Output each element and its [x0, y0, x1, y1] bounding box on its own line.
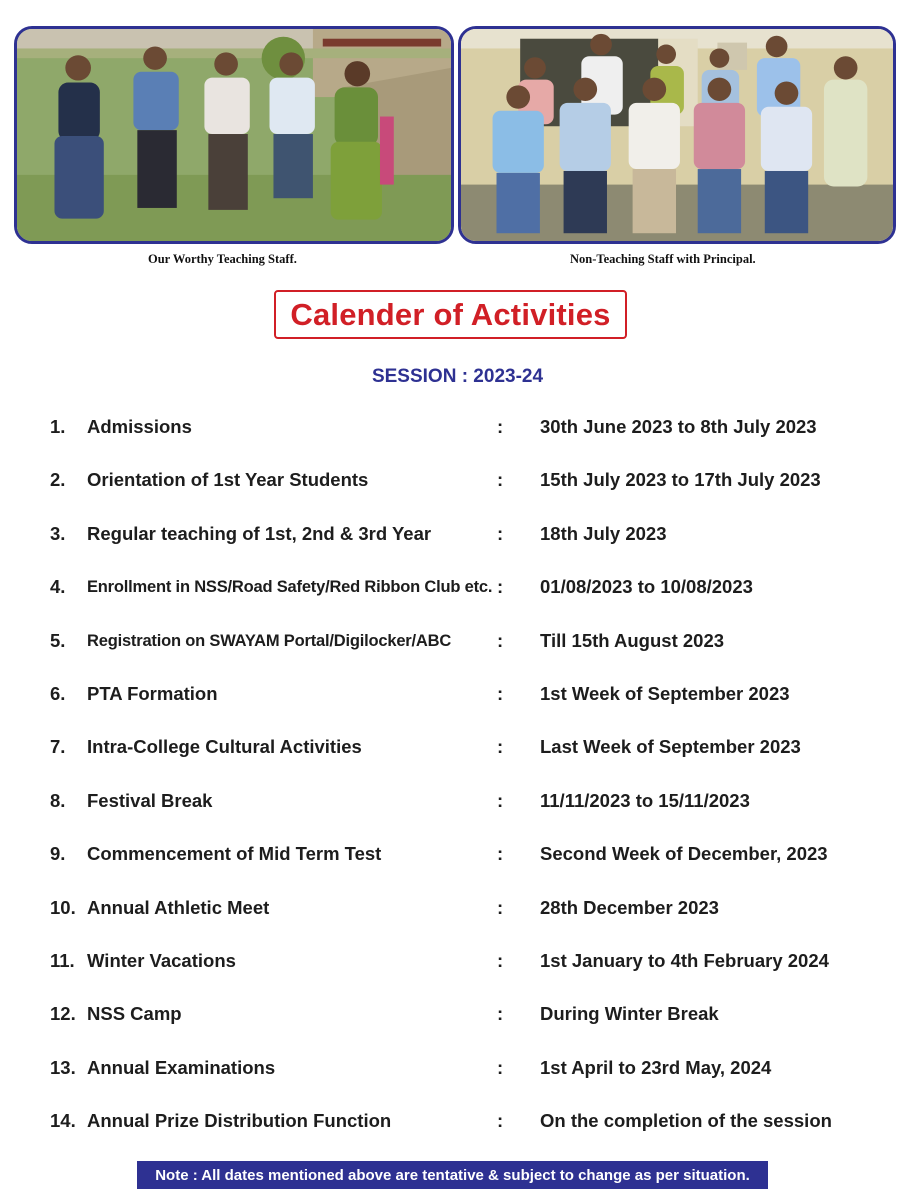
activity-separator: : [497, 1057, 504, 1078]
activity-number: 6. [50, 683, 66, 704]
activity-number: 13. [50, 1057, 76, 1078]
activity-number: 8. [50, 790, 66, 811]
activity-name: Admissions [87, 416, 192, 437]
activity-number: 10. [50, 897, 76, 918]
teaching-staff-photo-image [17, 29, 451, 241]
activity-name: Annual Athletic Meet [87, 897, 270, 918]
activity-row [0, 683, 915, 713]
activity-name: Intra-College Cultural Activities [87, 736, 362, 757]
non-teaching-staff-caption: Non-Teaching Staff with Principal. [570, 252, 756, 266]
non-teaching-staff-photo-image [461, 29, 893, 241]
activity-name: Annual Prize Distribution Function [87, 1110, 392, 1131]
activity-date: 1st January to 4th February 2024 [540, 950, 829, 971]
activity-date: 1st April to 23rd May, 2024 [540, 1057, 772, 1078]
activity-separator: : [497, 843, 504, 864]
activity-row [0, 523, 915, 553]
activity-name: NSS Camp [87, 1003, 182, 1024]
activity-date: 11/11/2023 to 15/11/2023 [540, 790, 750, 811]
activity-separator: : [497, 950, 504, 971]
activity-date: On the completion of the session [540, 1110, 832, 1131]
activity-date: During Winter Break [540, 1003, 719, 1024]
activity-date: 01/08/2023 to 10/08/2023 [540, 576, 753, 597]
teaching-staff-caption: Our Worthy Teaching Staff. [148, 252, 297, 266]
activity-separator: : [497, 630, 504, 651]
non-teaching-staff-photo [458, 26, 896, 244]
note-banner: Note : All dates mentioned above are tentative & subject to change as per situation. [137, 1161, 768, 1189]
activity-name: Winter Vacations [87, 950, 236, 971]
activity-name: Regular teaching of 1st, 2nd & 3rd Year [87, 523, 432, 544]
activity-separator: : [497, 576, 504, 597]
activity-separator: : [497, 790, 504, 811]
activity-number: 12. [50, 1003, 76, 1024]
activity-number: 9. [50, 843, 66, 864]
activity-name: PTA Formation [87, 683, 218, 704]
activity-number: 2. [50, 469, 66, 490]
activity-date: 1st Week of September 2023 [540, 683, 790, 704]
activity-number: 11. [50, 950, 75, 971]
activity-row [0, 416, 915, 446]
activity-separator: : [497, 1003, 504, 1024]
activity-date: 18th July 2023 [540, 523, 667, 544]
activity-name: Annual Examinations [87, 1057, 276, 1078]
teaching-staff-photo [14, 26, 454, 244]
activity-row [0, 950, 915, 980]
session-label: SESSION : 2023-24 [371, 366, 544, 387]
activity-date: Till 15th August 2023 [540, 630, 725, 651]
activity-row [0, 630, 915, 660]
activity-date: 28th December 2023 [540, 897, 719, 918]
activity-row [0, 576, 915, 606]
activity-separator: : [497, 416, 504, 437]
activity-separator: : [497, 523, 504, 544]
activity-name: Registration on SWAYAM Portal/Digilocker/ABC [87, 632, 452, 650]
activity-separator: : [497, 683, 504, 704]
activity-name: Festival Break [87, 790, 213, 811]
activity-number: 5. [50, 630, 66, 651]
activity-number: 4. [50, 576, 66, 597]
activity-number: 1. [50, 416, 66, 437]
activity-row [0, 1057, 915, 1087]
title-box [274, 290, 627, 339]
activity-name: Commencement of Mid Term Test [87, 843, 382, 864]
activity-row [0, 1003, 915, 1033]
activity-date: 15th July 2023 to 17th July 2023 [540, 469, 821, 490]
activity-number: 7. [50, 736, 66, 757]
activity-row [0, 736, 915, 766]
activity-row [0, 843, 915, 873]
activity-date: Last Week of September 2023 [540, 736, 801, 757]
page-title: Calender of Activities [290, 296, 611, 332]
activity-number: 14. [50, 1110, 76, 1131]
activity-number: 3. [50, 523, 66, 544]
activity-row [0, 469, 915, 499]
activity-row [0, 1110, 915, 1140]
activity-row [0, 897, 915, 927]
activity-date: Second Week of December, 2023 [540, 843, 828, 864]
activity-separator: : [497, 736, 504, 757]
activity-row [0, 790, 915, 820]
activity-separator: : [497, 1110, 504, 1131]
activity-separator: : [497, 469, 504, 490]
activity-separator: : [497, 897, 504, 918]
activity-name: Orientation of 1st Year Students [87, 469, 369, 490]
activity-date: 30th June 2023 to 8th July 2023 [540, 416, 817, 437]
activity-name: Enrollment in NSS/Road Safety/Red Ribbon Club etc. [87, 578, 493, 596]
